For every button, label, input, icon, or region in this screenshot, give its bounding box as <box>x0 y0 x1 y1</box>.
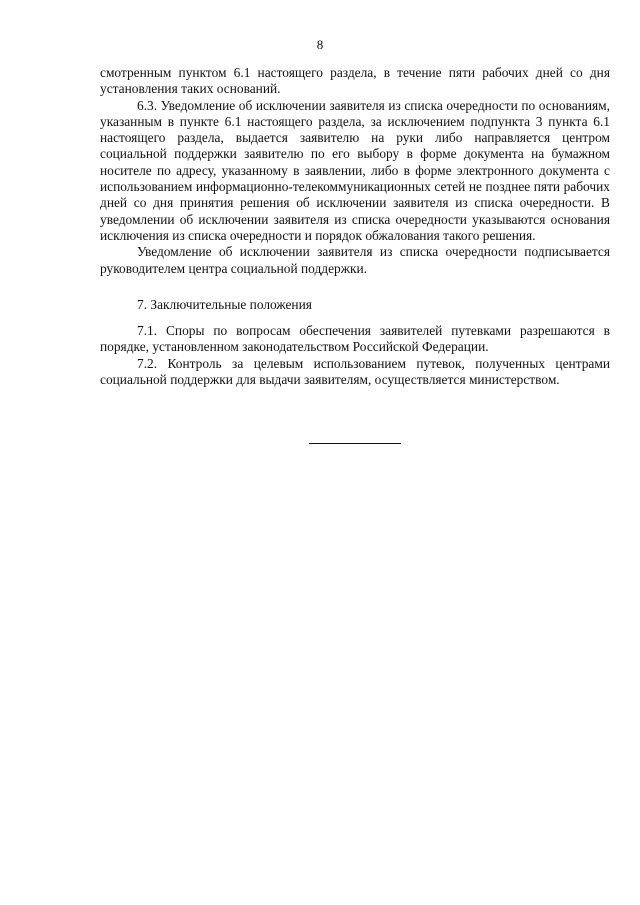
document-body <box>100 65 610 388</box>
paragraph-6-2-continuation: смотренным пунктом 6.1 настоящего раздела, в течение пяти рабочих дней со дня установления таких оснований. <box>100 65 610 97</box>
page-number: 8 <box>316 37 324 52</box>
paragraph-7-2: 7.2. Контроль за целевым использованием путевок, полученных центрами социальной поддержки для выдачи заявителям, осуществляется министерством. <box>100 355 610 388</box>
section-7-heading: 7. Заключительные положения <box>137 296 312 312</box>
paragraph-7-1: 7.1. Споры по вопросам обеспечения заявителей путевками разрешаются в порядке, установленном законодательством Российской Федерации. <box>100 323 610 355</box>
paragraph-6-3: 6.3. Уведомление об исключении заявителя из списка очередности по основаниям, указанным в пункте 6.1 настоящего раздела, за исключением подпункта 3 пункта 6.1 настоящего раздела, выдается заявителю на руки либо направляется центром социальной поддержки заявителю по его выбору в форме документа на бумажном носителе по адресу, указанному в заявлении, либо в форме электронного документа с использованием информационно-телекоммуникационных сетей не позднее пяти рабочих дней со дня принятия решения об исключении заявителя из списка очередности. В уведомлении об исключении заявителя из списка очередности указываются основания исключения из списка очередности и порядок обжалования такого решения. <box>100 97 610 243</box>
paragraph-notice-signature: Уведомление об исключении заявителя из списка очередности подписывается руководителем центра социальной поддержки. <box>100 244 610 276</box>
end-separator-line <box>309 443 401 444</box>
